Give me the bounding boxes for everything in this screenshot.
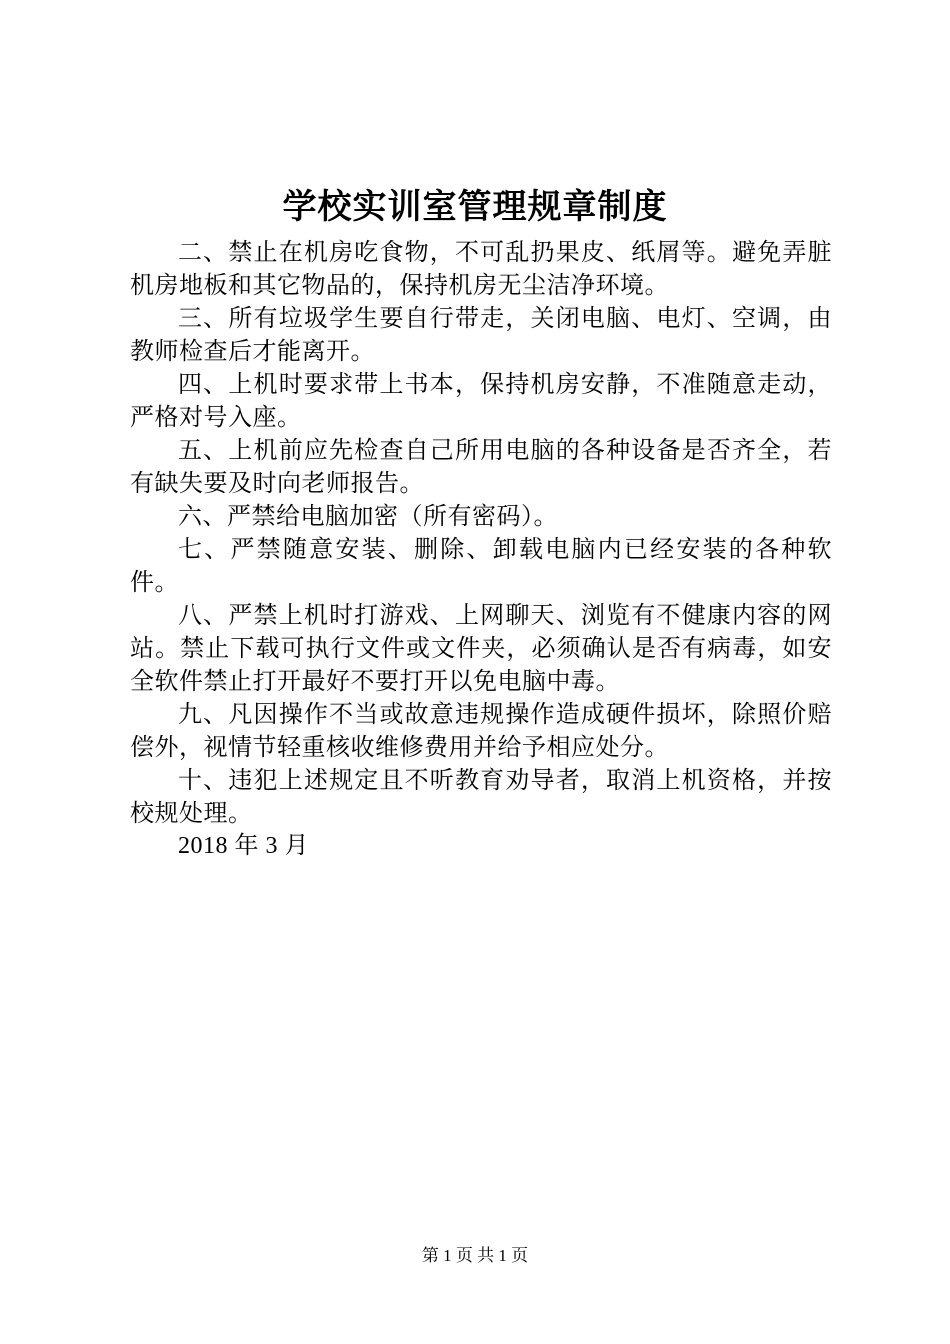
page-footer: 第 1 页 共 1 页 [421, 1246, 529, 1265]
document-date: 2018 年 3 月 [178, 833, 309, 859]
rule-paragraph-3: 三、所有垃圾学生要自行带走，关闭电脑、电灯、空调，由教师检查后才能离开。 [130, 304, 832, 365]
rule-paragraph-5: 五、上机前应先检查自己所用电脑的各种设备是否齐全，若有缺失要及时向老师报告。 [130, 436, 832, 497]
rule-paragraph-7: 七、严禁随意安装、删除、卸载电脑内已经安装的各种软件。 [130, 535, 832, 596]
rule-paragraph-4: 四、上机时要求带上书本，保持机房安静，不准随意走动，严格对号入座。 [130, 370, 832, 431]
rule-paragraph-8: 八、严禁上机时打游戏、上网聊天、浏览有不健康内容的网站。禁止下载可执行文件或文件夹，必须确认是否有病毒，如安全软件禁止打开最好不要打开以免电脑中毒。 [130, 601, 832, 695]
rule-paragraph-10: 十、违犯上述规定且不听教育劝导者，取消上机资格，并按校规处理。 [130, 766, 832, 827]
document-title: 学校实训室管理规章制度 [282, 187, 668, 227]
document-body [130, 236, 832, 863]
rule-paragraph-6: 六、严禁给电脑加密（所有密码）。 [178, 502, 558, 530]
rule-paragraph-9: 九、凡因操作不当或故意违规操作造成硬件损坏，除照价赔偿外，视情节轻重核收维修费用并给予相应处分。 [130, 700, 832, 761]
rule-paragraph-2: 二、禁止在机房吃食物，不可乱扔果皮、纸屑等。避免弄脏机房地板和其它物品的，保持机房无尘洁净环境。 [130, 238, 832, 299]
